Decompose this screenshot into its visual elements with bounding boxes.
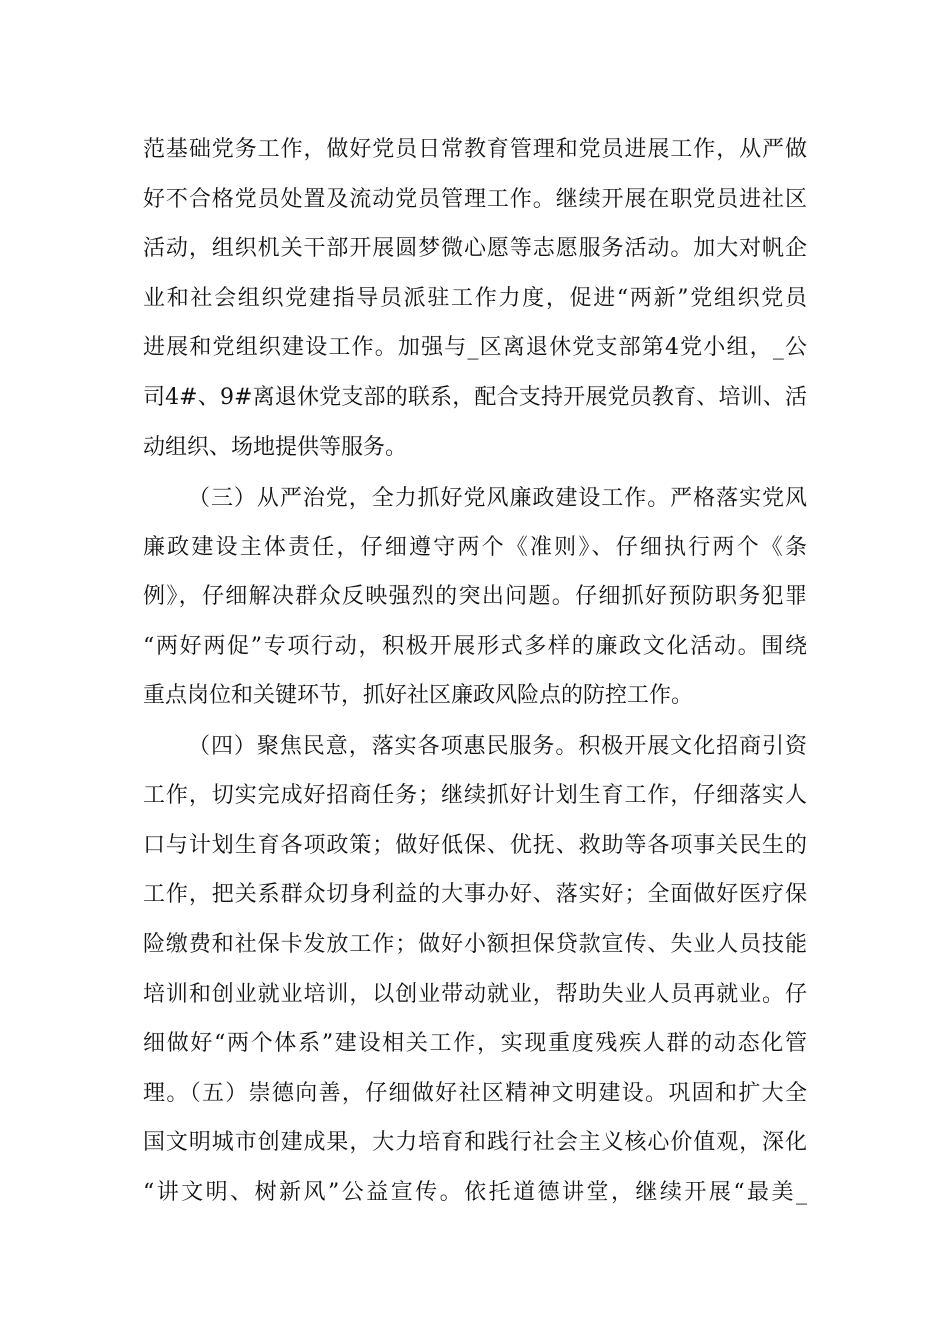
text-line: 理。（五）崇德向善，仔细做好社区精神文明建设。巩固和扩大全 [143, 1081, 807, 1106]
text-line: 工作，把关系群众切身利益的大事办好、落实好；全面做好医疗保 [143, 882, 807, 907]
text-line: 进展和党组织建设工作。加强与_区离退休党支部第4党小组，_公 [143, 335, 807, 360]
text-line: 国文明城市创建成果，大力培育和践行社会主义核心价值观，深化 [143, 1130, 807, 1155]
text-line: 口与计划生育各项政策；做好低保、优抚、救助等各项事关民生的 [143, 833, 807, 858]
text-line: 业和社会组织党建指导员派驻工作力度，促进“两新”党组织党员 [143, 286, 807, 311]
text-line: 例》，仔细解决群众反映强烈的突出问题。仔细抓好预防职务犯罪 [143, 584, 807, 609]
text-line: 活动，组织机关干部开展圆梦微心愿等志愿服务活动。加大对帆企 [143, 236, 807, 261]
text-line: “两好两促”专项行动，积极开展形式多样的廉政文化活动。围绕 [143, 634, 807, 659]
text-line: 险缴费和社保卡发放工作；做好小额担保贷款宣传、失业人员技能 [143, 932, 807, 957]
text-line: 重点岗位和关键环节，抓好社区廉政风险点的防控工作。 [143, 683, 694, 708]
paragraph-heading-line: （三）从严治党，全力抓好党风廉政建设工作。严格落实党风 [188, 486, 807, 511]
text-line: 动组织、场地提供等服务。 [143, 435, 408, 460]
paragraph-heading-line: （四）聚焦民意，落实各项惠民服务。积极开展文化招商引资 [188, 734, 807, 759]
text-line: 廉政建设主体责任，仔细遵守两个《准则》、仔细执行两个《条 [143, 535, 807, 560]
text-line: 培训和创业就业培训，以创业带动就业，帮助失业人员再就业。仔 [143, 982, 807, 1007]
text-line: 工作，切实完成好招商任务；继续抓好计划生育工作，仔细落实人 [143, 783, 807, 808]
text-line: 范基础党务工作，做好党员日常教育管理和党员进展工作，从严做 [143, 137, 807, 162]
text-line: “讲文明、树新风”公益宣传。依托道德讲堂，继续开展“最美_ [143, 1180, 807, 1205]
text-line: 好不合格党员处置及流动党员管理工作。继续开展在职党员进社区 [143, 187, 807, 212]
text-line: 细做好“两个体系”建设相关工作，实现重度残疾人群的动态化管 [143, 1031, 807, 1056]
text-line: 司4#、9#离退休党支部的联系，配合支持开展党员教育、培训、活 [143, 385, 807, 410]
